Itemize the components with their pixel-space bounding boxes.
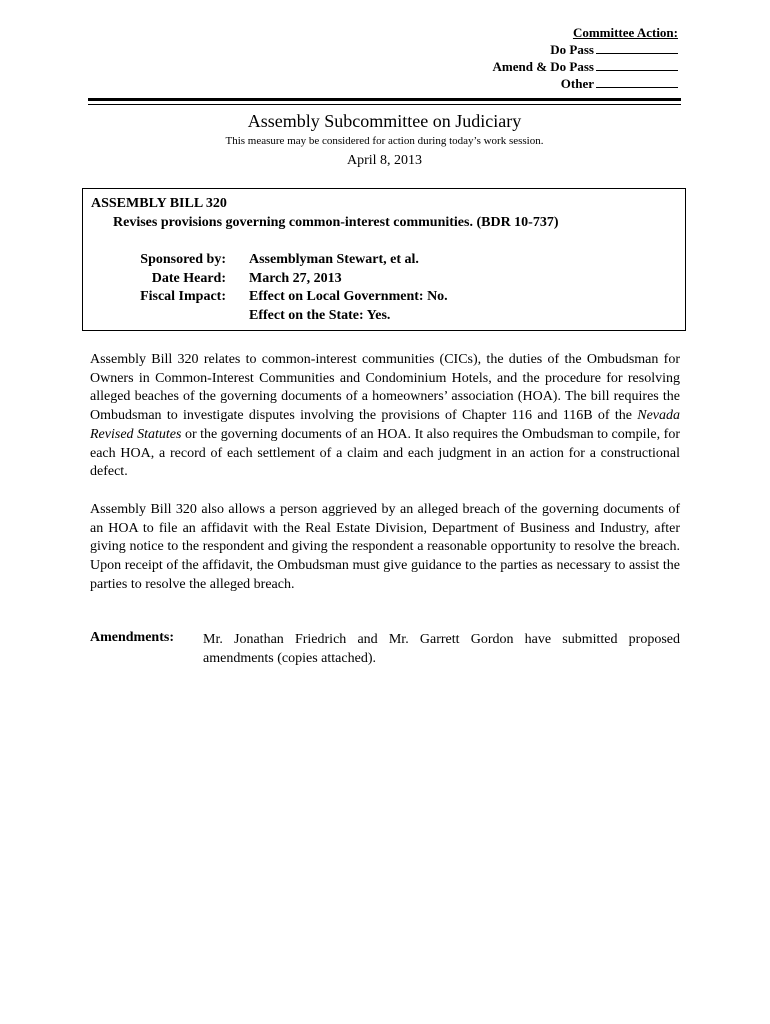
page-subtitle: This measure may be considered for action during today’s work session. bbox=[225, 135, 544, 147]
fiscal-impact-row bbox=[83, 289, 685, 308]
fiscal-impact-local: Effect on Local Government: No. bbox=[249, 289, 448, 304]
bill-number: ASSEMBLY BILL 320 bbox=[91, 196, 227, 211]
committee-action-option-other bbox=[418, 75, 678, 92]
fiscal-impact-state: Effect on the State: Yes. bbox=[249, 307, 391, 323]
bill-summary-paragraph-1 bbox=[90, 351, 680, 482]
committee-action-blank bbox=[596, 58, 678, 71]
sponsored-by-row bbox=[83, 252, 685, 271]
statute-name: Nevada Revised Statutes bbox=[90, 408, 680, 442]
committee-action-blank bbox=[596, 75, 678, 88]
hearing-date: April 8, 2013 bbox=[346, 153, 423, 168]
amendments-label: Amendments: bbox=[90, 630, 174, 645]
committee-action-option-label: Other bbox=[560, 76, 594, 91]
date-heard-value: March 27, 2013 bbox=[249, 270, 342, 286]
page-title: Assembly Subcommittee on Judiciary bbox=[247, 111, 522, 131]
date-heard-row bbox=[83, 271, 685, 290]
bill-description: Revises provisions governing common-interest communities. (BDR 10-737) bbox=[113, 215, 559, 230]
committee-action-option-label: Amend & Do Pass bbox=[492, 59, 594, 74]
committee-action-blank bbox=[596, 41, 678, 54]
bill-summary-box bbox=[82, 188, 686, 331]
committee-action-option-do-pass bbox=[418, 41, 678, 58]
paragraph-text: or the governing documents of an HOA. It also requires the Ombudsman to compile, for each HOA, a record of each settlement of a claim and each judgment in an action for a constructional defect. bbox=[90, 426, 680, 480]
committee-action-option-amend-do-pass bbox=[418, 58, 678, 75]
header-divider-thin bbox=[88, 104, 681, 105]
header-divider-thick bbox=[88, 98, 681, 101]
amendments-text: Mr. Jonathan Friedrich and Mr. Garrett Gordon have submitted proposed amendments (copies attached). bbox=[203, 632, 680, 666]
bill-metadata bbox=[83, 252, 685, 326]
committee-action-block bbox=[418, 24, 678, 92]
fiscal-impact-state-row bbox=[83, 308, 685, 327]
paragraph-text: Assembly Bill 320 relates to common-interest communities (CICs), the duties of the Ombudsman for Owners in Common-Interest Communities and Condominium Hotels, and the procedure for resolving alleged beaches of the governing documents of a homeowners’ association (HOA). The bill requires the Ombudsman to investigate disputes involving the provisions of Chapter 116 and 116B of the bbox=[90, 352, 680, 424]
bill-summary-paragraph-2: Assembly Bill 320 also allows a person aggrieved by an alleged breach of the governing documents of an HOA to file an affidavit with the Real Estate Division, Department of Business and Industry, after giving notice to the respondent and giving the respondent a reasonable opportunity to resolve the breach. Upon receipt of the affidavit, the Ombudsman must give guidance to the parties as necessary to assist the parties to resolve the alleged breach. bbox=[90, 502, 680, 592]
fiscal-impact-label: Fiscal Impact: bbox=[140, 289, 226, 304]
committee-action-option-label: Do Pass bbox=[550, 42, 594, 57]
date-heard-label: Date Heard: bbox=[151, 270, 226, 286]
sponsored-by-value: Assemblyman Stewart, et al. bbox=[249, 252, 419, 267]
committee-action-title: Committee Action: bbox=[572, 25, 678, 40]
sponsored-by-label: Sponsored by: bbox=[140, 252, 226, 267]
